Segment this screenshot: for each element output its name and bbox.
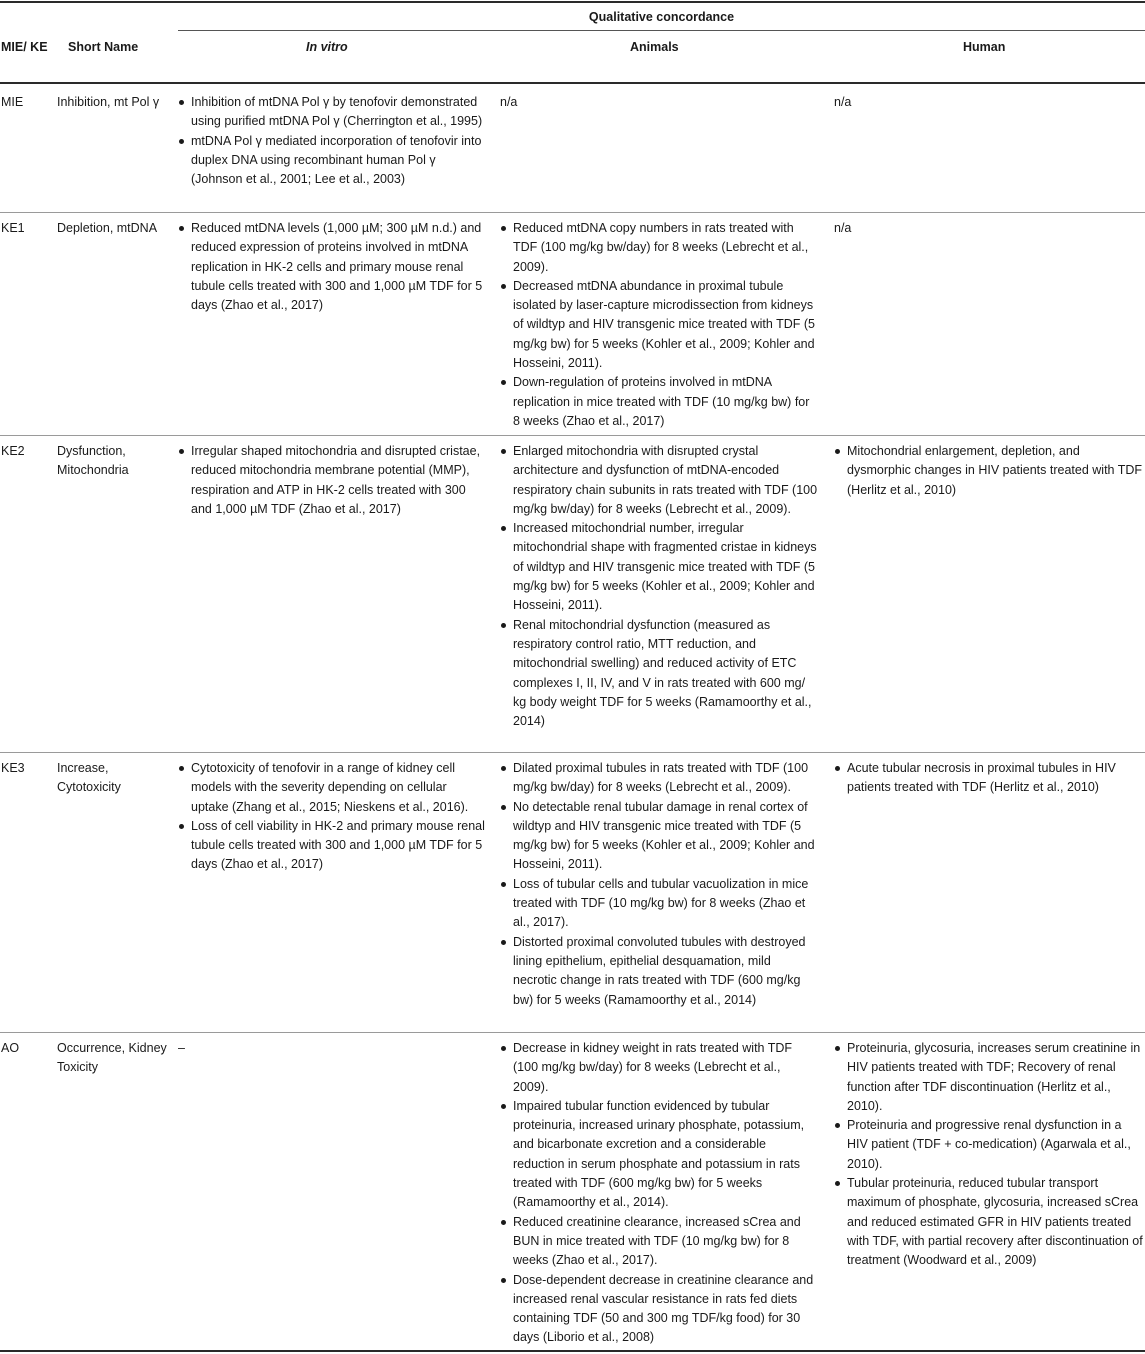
col-header-animals: Animals <box>630 40 679 54</box>
row-id: KE1 <box>1 221 25 235</box>
row-short-name: Dysfunction, Mitochondria <box>57 444 129 478</box>
animals-cell <box>500 219 818 431</box>
row-id: MIE <box>1 95 24 109</box>
row-short-name: Increase, Cytotoxicity <box>57 761 121 795</box>
list-item: Cytotoxicity of tenofovir in a range of kidney cell models with the severity depending on cellular uptake (Zhang et al., 2015; Nieskens et al., 2016). <box>178 759 486 817</box>
list-item: Reduced creatinine clearance, increased sCrea and BUN in mice treated with TDF (10 mg/kg bw) for 8 weeks (Zhao et al., 2017). <box>500 1213 818 1271</box>
list-item: Impaired tubular function evidenced by tubular proteinuria, increased urinary phosphate, potassium, and bicarbonate excretion and a considerable reduction in serum phosphate and potassium in rats treated with TDF (600 mg/kg bw) for 5 weeks (Ramamoorthy et al., 2014). <box>500 1097 818 1213</box>
in-vitro-cell: – <box>178 1041 185 1055</box>
row-id: KE2 <box>1 444 25 458</box>
human-cell: n/a <box>834 95 852 109</box>
list-item: Dilated proximal tubules in rats treated with TDF (100 mg/kg bw/day) for 8 weeks (Lebrecht et al., 2009). <box>500 759 818 798</box>
row-divider <box>0 212 1145 213</box>
header-bottom-rule <box>0 82 1145 84</box>
list-item: Loss of cell viability in HK-2 and primary mouse renal tubule cells treated with 300 and 1,000 µM TDF for 5 days (Zhao et al., 2017) <box>178 817 486 875</box>
human-cell <box>834 442 1144 500</box>
col-header-in-vitro: In vitro <box>306 40 348 54</box>
in-vitro-cell <box>178 442 486 519</box>
list-item: No detectable renal tubular damage in renal cortex of wildtyp and HIV transgenic mice treated with TDF (5 mg/kg bw) for 5 weeks (Kohler et al., 2009; Kohler and Hosseini, 2011). <box>500 798 818 875</box>
row-divider <box>0 435 1145 436</box>
col-header-mie-ke: MIE/ KE <box>1 40 48 54</box>
list-item: Distorted proximal convoluted tubules with destroyed lining epithelium, epithelial desquamation, mild necrotic change in rats treated with TDF (600 mg/kg bw) for 5 weeks (Ramamoorthy et al., 2014) <box>500 933 818 1010</box>
in-vitro-cell <box>178 759 486 875</box>
list-item: Proteinuria and progressive renal dysfunction in a HIV patient (TDF + co-medication) (Agarwala et al., 2010). <box>834 1116 1144 1174</box>
row-id: KE3 <box>1 761 25 775</box>
human-cell <box>834 759 1144 798</box>
row-short-name: Depletion, mtDNA <box>57 221 158 235</box>
row-short-name: Inhibition, mt Pol γ <box>57 95 160 109</box>
row-id: AO <box>1 1041 20 1055</box>
list-item: Acute tubular necrosis in proximal tubules in HIV patients treated with TDF (Herlitz et al., 2010) <box>834 759 1144 798</box>
list-item: Down-regulation of proteins involved in mtDNA replication in mice treated with TDF (10 mg/kg bw) for 8 weeks (Zhao et al., 2017) <box>500 373 818 431</box>
list-item: Mitochondrial enlargement, depletion, and dysmorphic changes in HIV patients treated with TDF (Herlitz et al., 2010) <box>834 442 1144 500</box>
animals-cell: n/a <box>500 95 518 109</box>
list-item: Tubular proteinuria, reduced tubular transport maximum of phosphate, glycosuria, increased sCrea and reduced estimated GFR in HIV patients treated with TDF, with partial recovery after discontinuation of treatment (Woodward et al., 2009) <box>834 1174 1144 1270</box>
row-divider <box>0 752 1145 753</box>
qualitative-concordance-header: Qualitative concordance <box>588 10 735 24</box>
row-short-name: Occurrence, Kidney Toxicity <box>57 1041 167 1075</box>
list-item: Reduced mtDNA copy numbers in rats treated with TDF (100 mg/kg bw/day) for 8 weeks (Lebrecht et al., 2009). <box>500 219 818 277</box>
list-item: Renal mitochondrial dysfunction (measured as respiratory control ratio, MTT reduction, and mitochondrial swelling) and reduced activity of ETC complexes I, II, IV, and V in rats treated with 600 mg/ kg body weight TDF for 5 weeks (Ramamoorthy et al., 2014) <box>500 616 818 732</box>
spanner-rule <box>178 30 1145 31</box>
human-cell: n/a <box>834 221 852 235</box>
table-bottom-rule <box>0 1350 1145 1352</box>
list-item: Decrease in kidney weight in rats treated with TDF (100 mg/kg bw/day) for 8 weeks (Lebrecht et al., 2009). <box>500 1039 818 1097</box>
in-vitro-cell <box>178 93 486 189</box>
animals-cell <box>500 1039 818 1348</box>
list-item: Dose-dependent decrease in creatinine clearance and increased renal vascular resistance in rats fed diets containing TDF (50 and 300 mg TDF/kg food) for 30 days (Liborio et al., 2008) <box>500 1271 818 1348</box>
list-item: Inhibition of mtDNA Pol γ by tenofovir demonstrated using purified mtDNA Pol γ (Cherrington et al., 1995) <box>178 93 486 132</box>
animals-cell <box>500 759 818 1010</box>
table-top-rule <box>0 1 1145 3</box>
in-vitro-cell <box>178 219 486 315</box>
row-divider <box>0 1032 1145 1033</box>
list-item: Decreased mtDNA abundance in proximal tubule isolated by laser-capture microdissection from kidneys of wildtyp and HIV transgenic mice treated with TDF (5 mg/kg bw) for 5 weeks (Kohler et al., 2009; Kohler and Hosseini, 2011). <box>500 277 818 373</box>
col-header-human: Human <box>963 40 1006 54</box>
list-item: Loss of tubular cells and tubular vacuolization in mice treated with TDF (10 mg/kg bw) for 8 weeks (Zhao et al., 2017). <box>500 875 818 933</box>
list-item: Increased mitochondrial number, irregular mitochondrial shape with fragmented cristae in kidneys of wildtyp and HIV transgenic mice treated with TDF (5 mg/kg bw) for 5 weeks (Kohler et al., 2009; Kohler and Hosseini, 2011). <box>500 519 818 615</box>
animals-cell <box>500 442 818 731</box>
list-item: Irregular shaped mitochondria and disrupted cristae, reduced mitochondria membrane potential (MMP), respiration and ATP in HK-2 cells treated with 300 and 1,000 µM TDF (Zhao et al., 2017) <box>178 442 486 519</box>
col-header-short-name: Short Name <box>68 40 139 54</box>
list-item: Enlarged mitochondria with disrupted crystal architecture and dysfunction of mtDNA-encoded respiratory chain subunits in rats treated with TDF (100 mg/kg bw/day) for 8 weeks (Lebrecht et al., 2009). <box>500 442 818 519</box>
list-item: mtDNA Pol γ mediated incorporation of tenofovir into duplex DNA using recombinant human Pol γ (Johnson et al., 2001; Lee et al., 2003) <box>178 132 486 190</box>
list-item: Proteinuria, glycosuria, increases serum creatinine in HIV patients treated with TDF; Recovery of renal function after TDF discontinuation (Herlitz et al., 2010). <box>834 1039 1144 1116</box>
list-item: Reduced mtDNA levels (1,000 µM; 300 µM n.d.) and reduced expression of proteins involved in mtDNA replication in HK-2 cells and primary mouse renal tubule cells treated with 300 and 1,000 µM TDF for 5 days (Zhao et al., 2017) <box>178 219 486 315</box>
human-cell <box>834 1039 1144 1271</box>
